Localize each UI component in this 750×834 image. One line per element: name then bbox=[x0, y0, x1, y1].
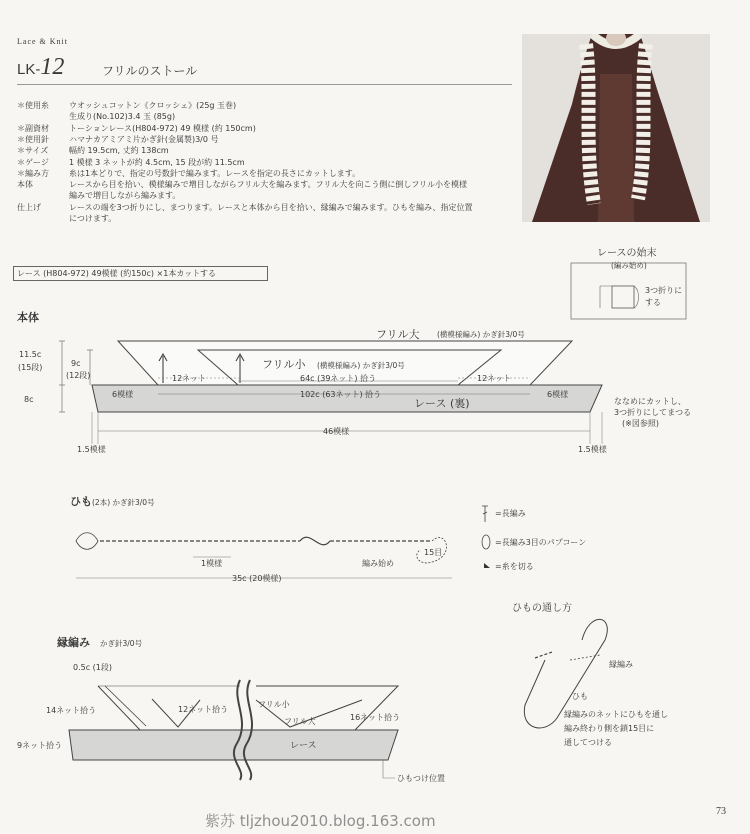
height-8: 8c bbox=[24, 395, 34, 404]
string-diagram bbox=[70, 495, 452, 583]
spec-key: 本体 bbox=[17, 180, 33, 190]
threading-note-2: 編み終わり側を鎖15目に bbox=[564, 724, 655, 733]
page-title: フリルのストール bbox=[102, 64, 198, 78]
spec-value: につけます。 bbox=[69, 214, 117, 223]
page-number: 73 bbox=[716, 806, 726, 817]
spec-key: ＊副資材 bbox=[17, 123, 49, 133]
string-15-stitches: 15目 bbox=[424, 548, 443, 557]
spec-value: 幅約 19.5cm, 丈約 138cm bbox=[69, 146, 169, 156]
lace-back-label: レース (裏) bbox=[414, 397, 470, 410]
motif-6-left: 6模様 bbox=[112, 390, 134, 399]
spec-value: 1 模様 3 ネットが約 4.5cm, 15 段が約 11.5cm bbox=[69, 157, 245, 167]
edge-row: 0.5c (1段) bbox=[73, 663, 112, 672]
edge-9-nets: 9ネット拾う bbox=[17, 741, 63, 750]
spec-value: 糸は1本どりで、指定の号数針で編みます。レースを指定の長さにカットします。 bbox=[69, 168, 361, 178]
spec-value: 編みで増目しながら編みます。 bbox=[69, 191, 181, 201]
height-9: 9c bbox=[71, 359, 81, 368]
spec-key: ＊使用針 bbox=[17, 134, 49, 144]
cut-note-3: (※図参照) bbox=[622, 419, 659, 428]
spec-key: ＊ゲージ bbox=[17, 157, 49, 167]
net-102: 102c (63ネット) 拾う bbox=[300, 390, 382, 399]
legend-2: =長編み3目のパプコーン bbox=[495, 538, 587, 547]
legend bbox=[482, 506, 586, 571]
threading-himo: ひも bbox=[572, 692, 588, 701]
spec-value: レースの端を3つ折りにし、まつります。レースと本体から目を拾い、縁編みで編みます。ひもを編み、指定位置 bbox=[69, 202, 473, 212]
spec-value: ウオッシュコットン《クロッシェ》(25g 玉巻) bbox=[69, 101, 237, 110]
edge-12-nets: 12ネット拾う bbox=[178, 705, 229, 714]
spec-key: ＊使用糸 bbox=[17, 101, 49, 110]
legend-3: =糸を切る bbox=[495, 562, 534, 571]
string-1-motif: 1模様 bbox=[201, 559, 223, 568]
lace-end-note2: する bbox=[645, 298, 661, 307]
watermark: 紫苏 tljzhou2010.blog.163.com bbox=[205, 812, 436, 830]
lace-cut-note: レース (H804-972) 49模様 (約150c) ×1本カットする bbox=[13, 266, 268, 281]
frill-small-sub: (横模様編み) かぎ針3/0号 bbox=[317, 361, 405, 370]
threading-edge: 縁編み bbox=[609, 660, 633, 669]
net-12-left: 12ネット bbox=[172, 374, 207, 383]
net-64: 64c (39ネット) 拾う bbox=[300, 374, 377, 383]
edge-lace: レース bbox=[290, 741, 317, 751]
threading-note-1: 縁編みのネットにひもを通し bbox=[564, 710, 668, 719]
body-label: 本体 bbox=[17, 311, 39, 324]
motif-46: 46模様 bbox=[323, 427, 350, 436]
code-prefix: LK- bbox=[17, 61, 41, 78]
motif-15-right: 1.5模様 bbox=[578, 445, 607, 454]
lace-end-subtitle: (編み始め) bbox=[611, 261, 647, 270]
threading-diagram bbox=[512, 601, 668, 747]
string-label: ひも bbox=[70, 495, 92, 508]
height-115: 11.5c bbox=[19, 350, 42, 359]
string-label-sub: (2本) かぎ針3/0号 bbox=[92, 498, 155, 507]
frill-large-label: フリル大 bbox=[376, 328, 420, 341]
edge-label-sub: かぎ針3/0号 bbox=[100, 639, 143, 648]
spec-key: ＊編み方 bbox=[17, 168, 49, 178]
body-diagram bbox=[17, 310, 691, 454]
spec-value: トーションレース(H804-972) 49 模様 (約 150cm) bbox=[69, 123, 256, 133]
edge-16-nets: 16ネット拾う bbox=[350, 713, 401, 722]
frill-small-label: フリル小 bbox=[262, 358, 306, 371]
edge-attach: ひもつけ位置 bbox=[397, 774, 445, 783]
height-12rows: (12段) bbox=[66, 371, 91, 380]
spec-key: ＊サイズ bbox=[17, 146, 49, 156]
spec-value: 生成り(No.102)3.4 玉 (85g) bbox=[69, 112, 176, 122]
edge-14-nets: 14ネット拾う bbox=[46, 706, 97, 715]
edge-label: 縁編み bbox=[57, 636, 90, 649]
edge-frill-large: フリル大 bbox=[284, 717, 316, 726]
series-label: Lace & Knit bbox=[17, 37, 68, 46]
threading-title: ひもの通し方 bbox=[512, 603, 572, 614]
lace-end-diagram bbox=[571, 246, 686, 319]
motif-15-left: 1.5模様 bbox=[77, 445, 106, 454]
code-number: 12 bbox=[40, 54, 65, 80]
net-12-right: 12ネット bbox=[477, 374, 512, 383]
cut-note-1: ななめにカットし、 bbox=[614, 397, 686, 406]
lace-end-title: レースの始末 bbox=[597, 248, 657, 259]
edge-frill-small: フリル小 bbox=[258, 700, 290, 709]
frill-large-sub: (横模様編み) かぎ針3/0号 bbox=[437, 330, 525, 339]
spec-key: 仕上げ bbox=[17, 202, 41, 212]
motif-6-right: 6模様 bbox=[547, 390, 569, 399]
threading-note-3: 通してつける bbox=[564, 738, 612, 747]
height-15rows: (15段) bbox=[18, 363, 43, 372]
string-length: 35c (20模様) bbox=[232, 574, 282, 583]
lace-end-note1: 3つ折りに bbox=[645, 286, 683, 295]
cut-note-2: 3つ折りにしてまつる bbox=[614, 408, 692, 417]
spec-value: レースから目を拾い、模様編みで増目しながらフリル大を編みます。フリル大を向こう側に倒しフリル小を模様 bbox=[69, 180, 467, 190]
edge-diagram bbox=[17, 635, 445, 783]
legend-1: =長編み bbox=[495, 509, 526, 518]
spec-value: ハマナカアミアミ片かぎ針(金属製)3/0 号 bbox=[69, 134, 219, 144]
string-start: 編み始め bbox=[362, 559, 394, 568]
